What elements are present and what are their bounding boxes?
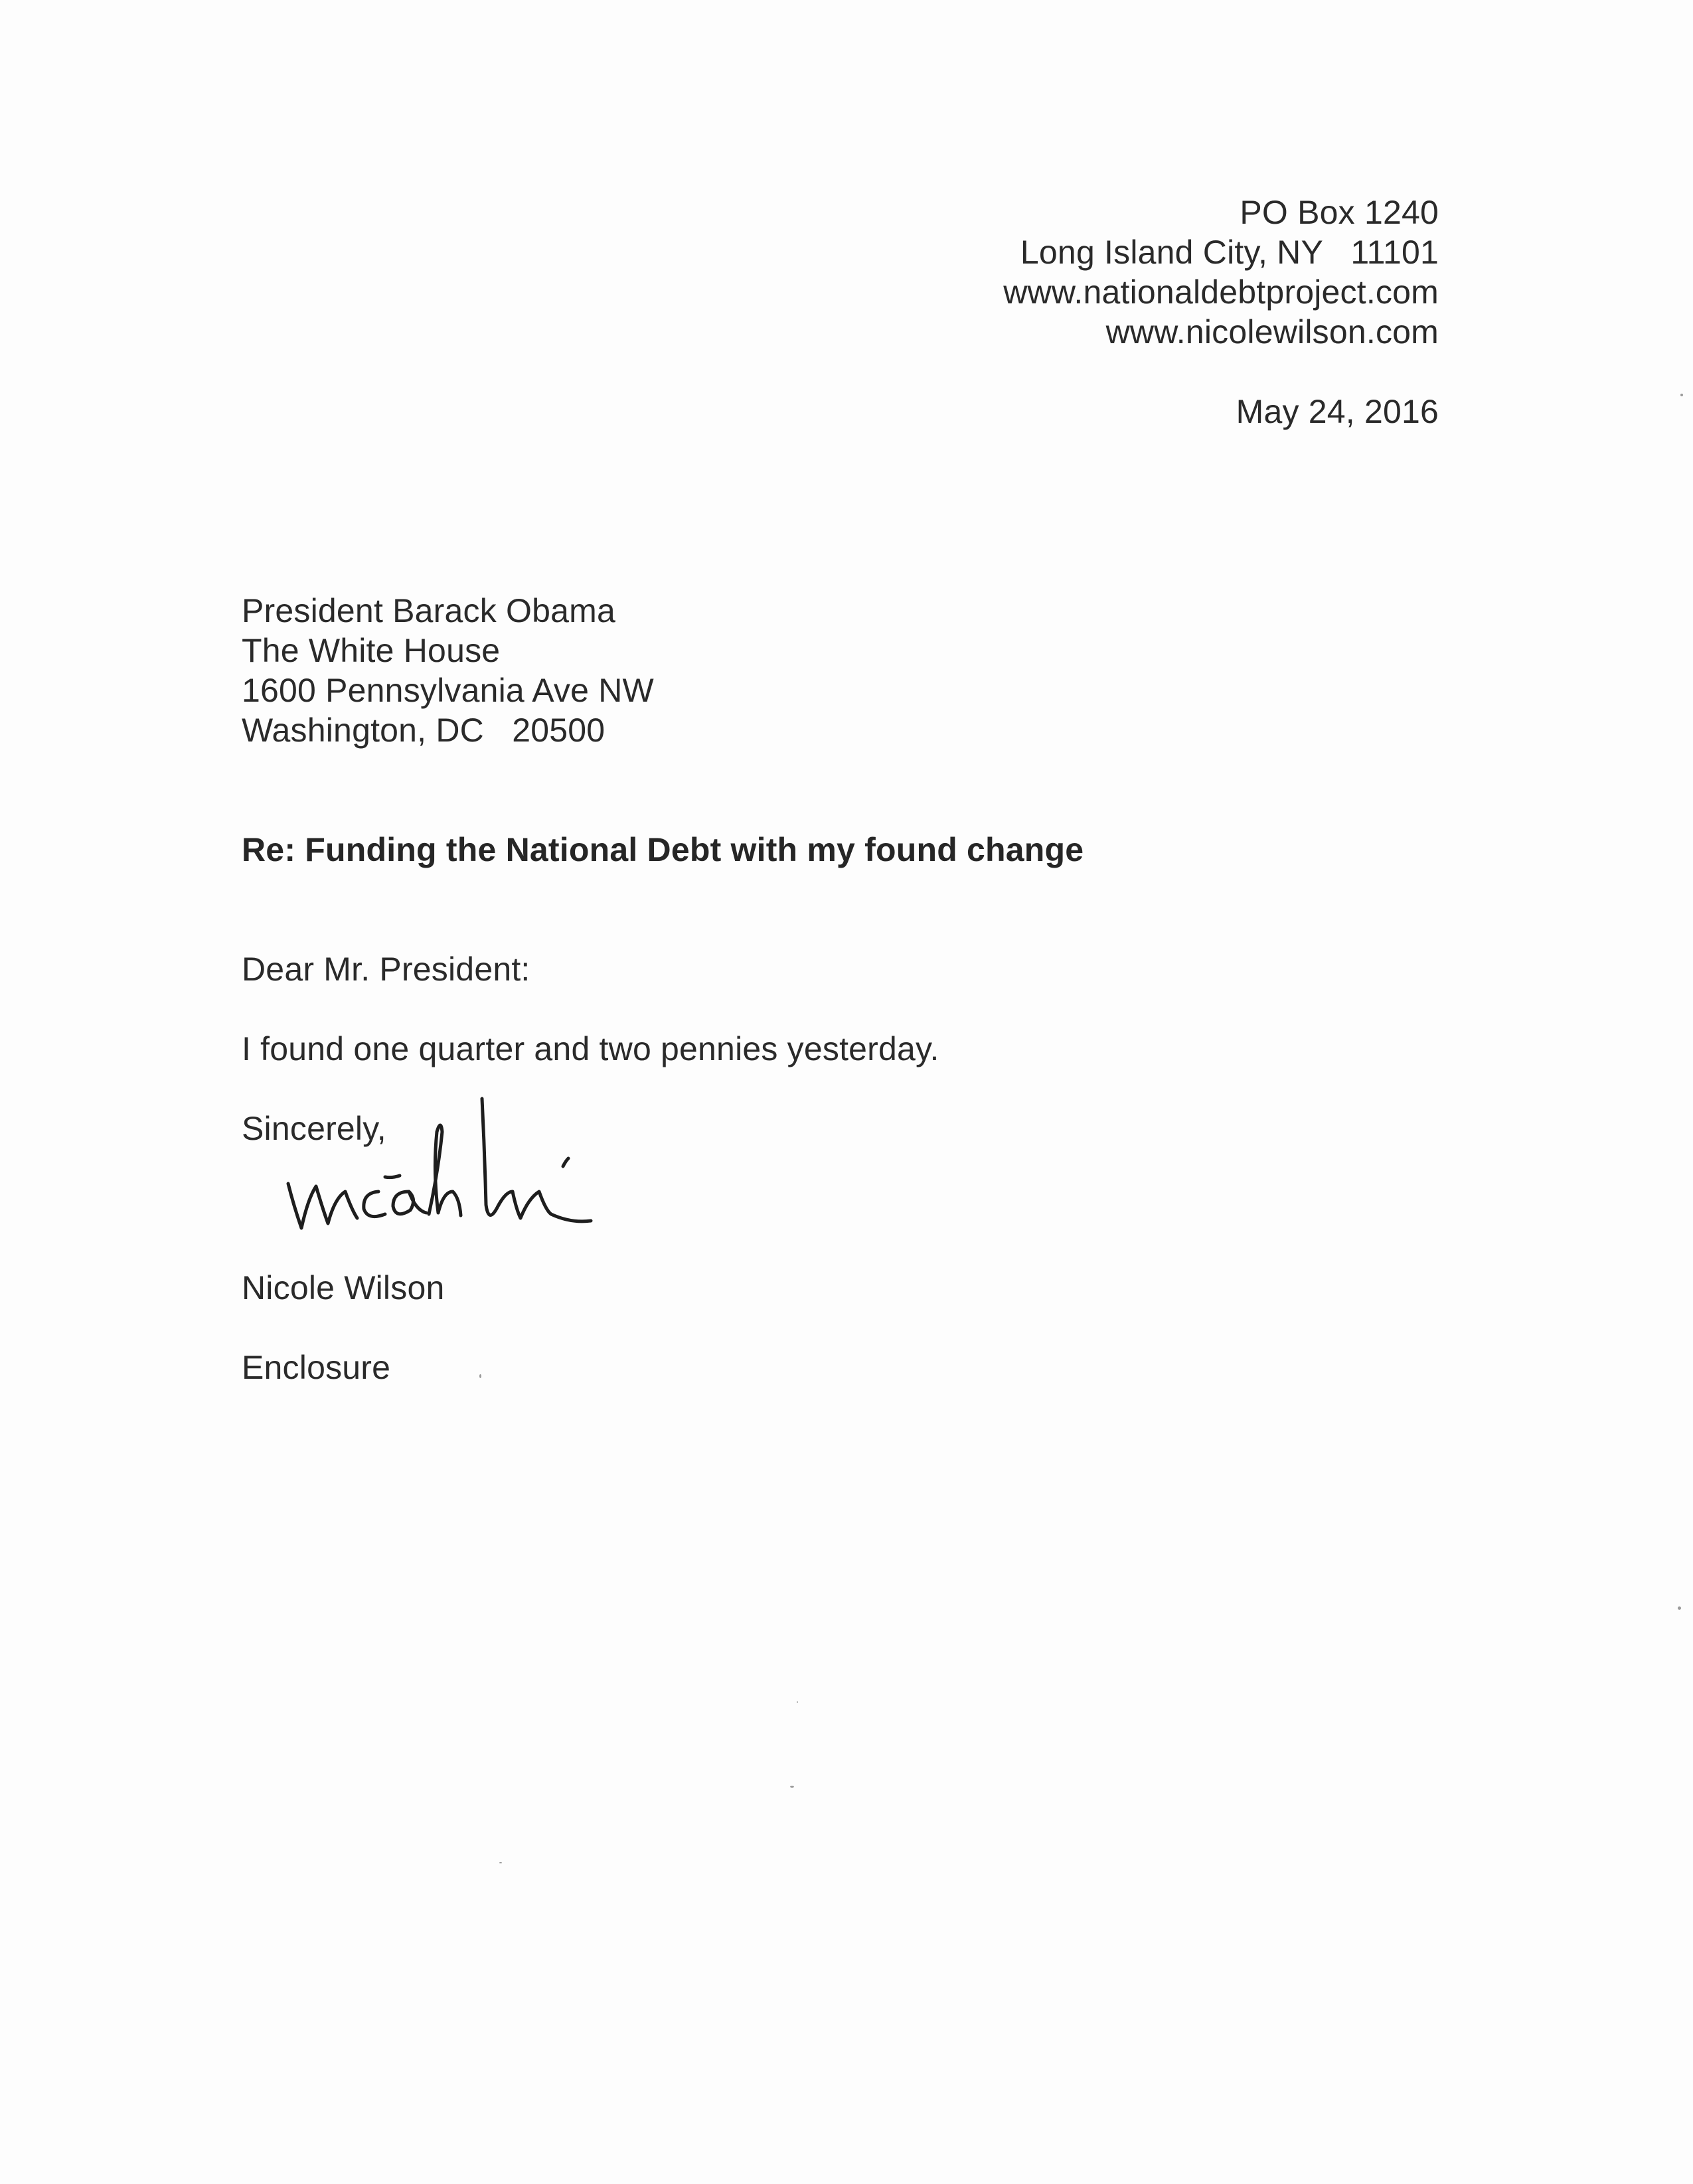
body-paragraph: I found one quarter and two pennies yesterday.: [242, 1030, 939, 1067]
recipient-line3: Washington, DC 20500: [242, 712, 605, 749]
subject-line: Re: Funding the National Debt with my found change: [242, 831, 1084, 868]
recipient-line2: 1600 Pennsylvania Ave NW: [242, 672, 654, 709]
recipient-name: President Barack Obama: [242, 592, 615, 629]
enclosure-note: Enclosure: [242, 1349, 391, 1386]
signer-name: Nicole Wilson: [242, 1269, 445, 1306]
sender-address-line2: Long Island City, NY 11101: [1020, 234, 1439, 271]
letter-date: May 24, 2016: [1236, 393, 1439, 430]
closing: Sincerely,: [242, 1110, 386, 1147]
scan-speck: [797, 1701, 798, 1703]
scan-speck: [790, 1786, 794, 1788]
scan-speck: [479, 1374, 481, 1378]
salutation: Dear Mr. President:: [242, 951, 530, 988]
sender-website-2: www.nicolewilson.com: [1105, 313, 1439, 351]
scan-speck: [1678, 1606, 1681, 1610]
scan-speck: [499, 1862, 502, 1863]
sender-website-1: www.nationaldebtproject.com: [1003, 273, 1439, 311]
scan-speck: [1680, 394, 1683, 396]
handwritten-signature-icon: [279, 1092, 637, 1245]
recipient-line1: The White House: [242, 632, 501, 669]
sender-address-line1: PO Box 1240: [1240, 194, 1439, 231]
